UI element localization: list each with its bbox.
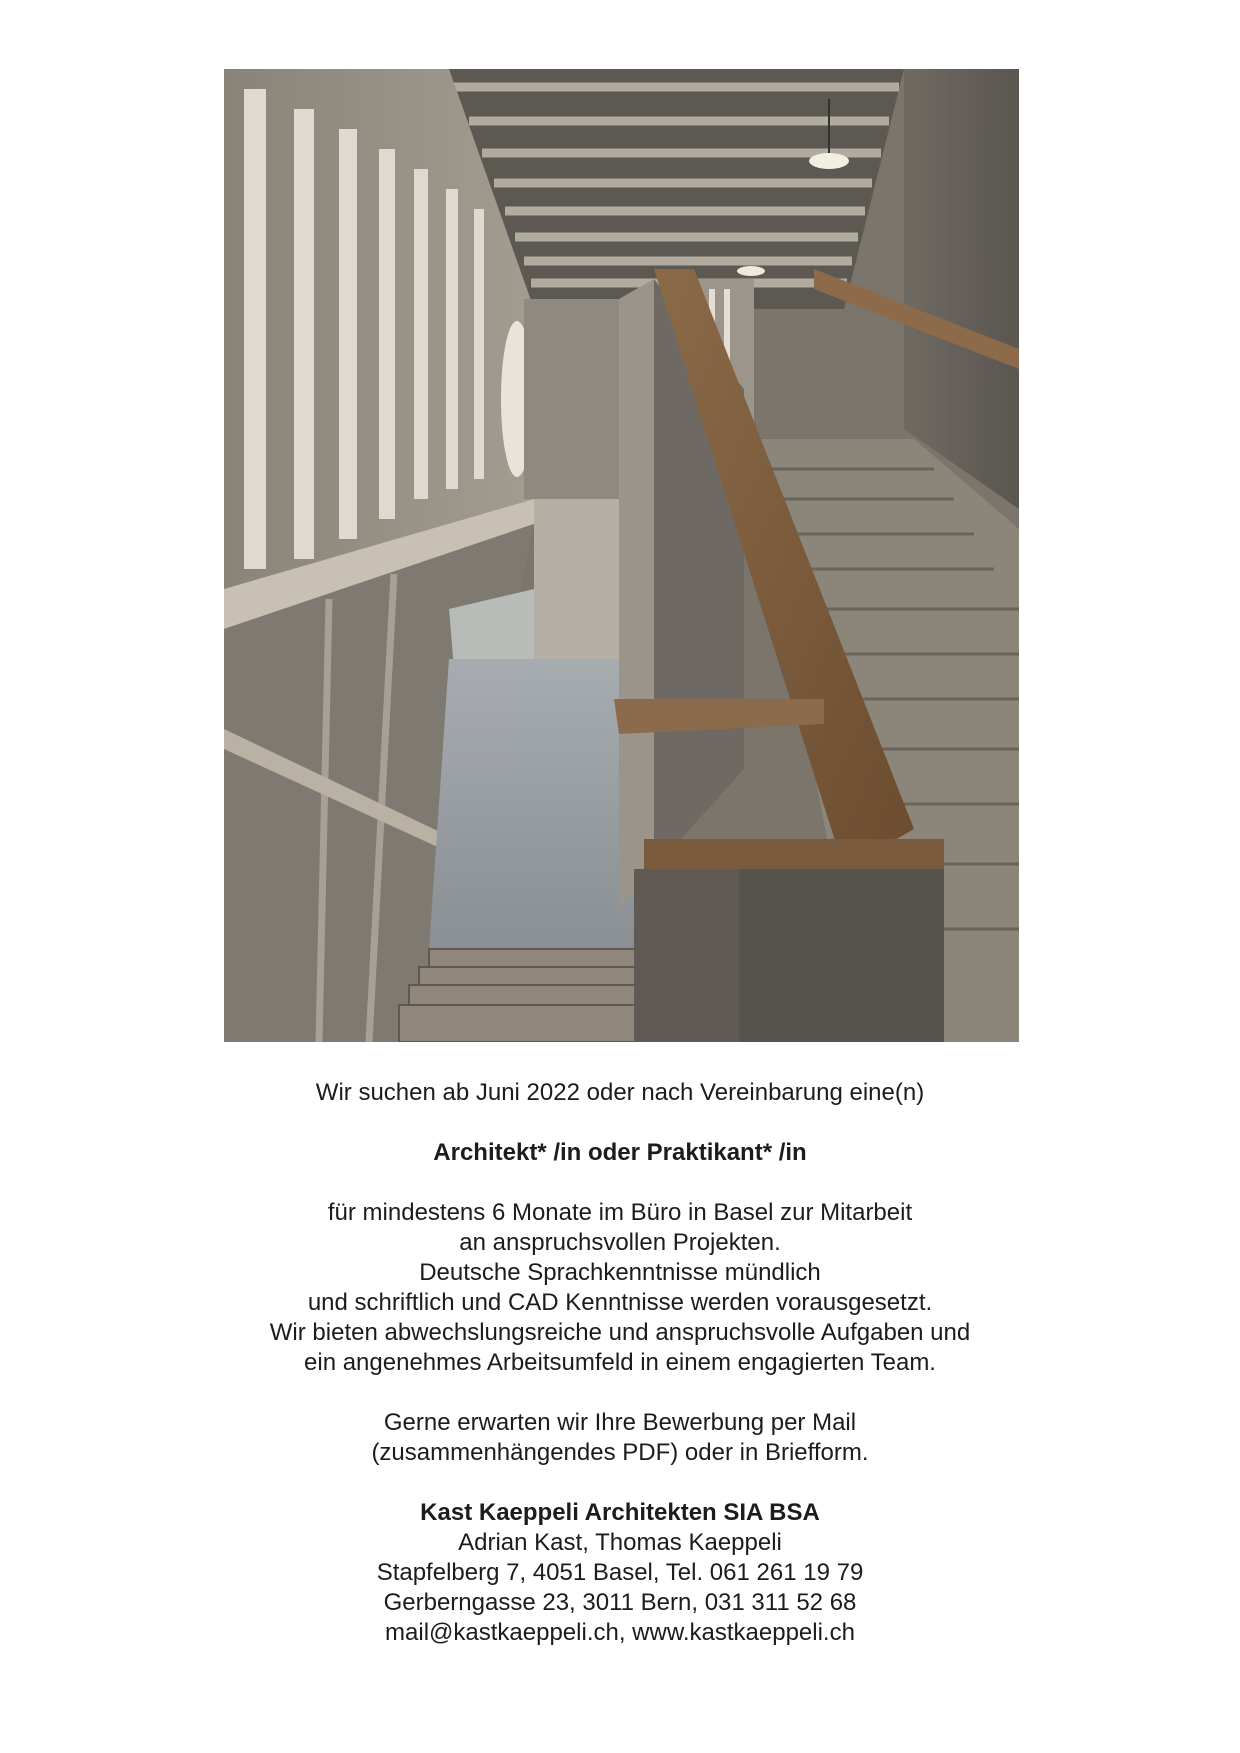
address-bern: Gerberngasse 23, 3011 Bern, 031 311 52 68 [383,1589,857,1616]
intro-line: Wir suchen ab Juni 2022 oder nach Vereinbarung eine(n) [315,1079,925,1106]
company-partners: Adrian Kast, Thomas Kaeppeli [458,1529,782,1556]
description-line: ein angenehmes Arbeitsumfeld in einem engagierten Team. [304,1349,936,1376]
job-posting-text [120,1078,1120,1648]
company-name: Kast Kaeppeli Architekten SIA BSA [420,1499,820,1526]
application-line: (zusammenhängendes PDF) oder in Briefform. [371,1439,869,1466]
description-line: an anspruchsvollen Projekten. [459,1229,781,1256]
application-line: Gerne erwarten wir Ihre Bewerbung per Mail [383,1409,857,1436]
description-line: Deutsche Sprachkenntnisse mündlich [419,1259,821,1286]
position-title: Architekt* /in oder Praktikant* /in [433,1139,807,1166]
staircase-illustration [224,69,1019,1042]
description-line: und schriftlich und CAD Kenntnisse werden vorausgesetzt. [307,1289,933,1316]
contact-line: mail@kastkaeppeli.ch, www.kastkaeppeli.ch [385,1619,855,1646]
staircase-photo [224,69,1019,1042]
description-line: für mindestens 6 Monate im Büro in Basel zur Mitarbeit [327,1199,913,1226]
address-basel: Stapfelberg 7, 4051 Basel, Tel. 061 261 19 79 [376,1559,864,1586]
description-line: Wir bieten abwechslungsreiche und anspruchsvolle Aufgaben und [269,1319,971,1346]
